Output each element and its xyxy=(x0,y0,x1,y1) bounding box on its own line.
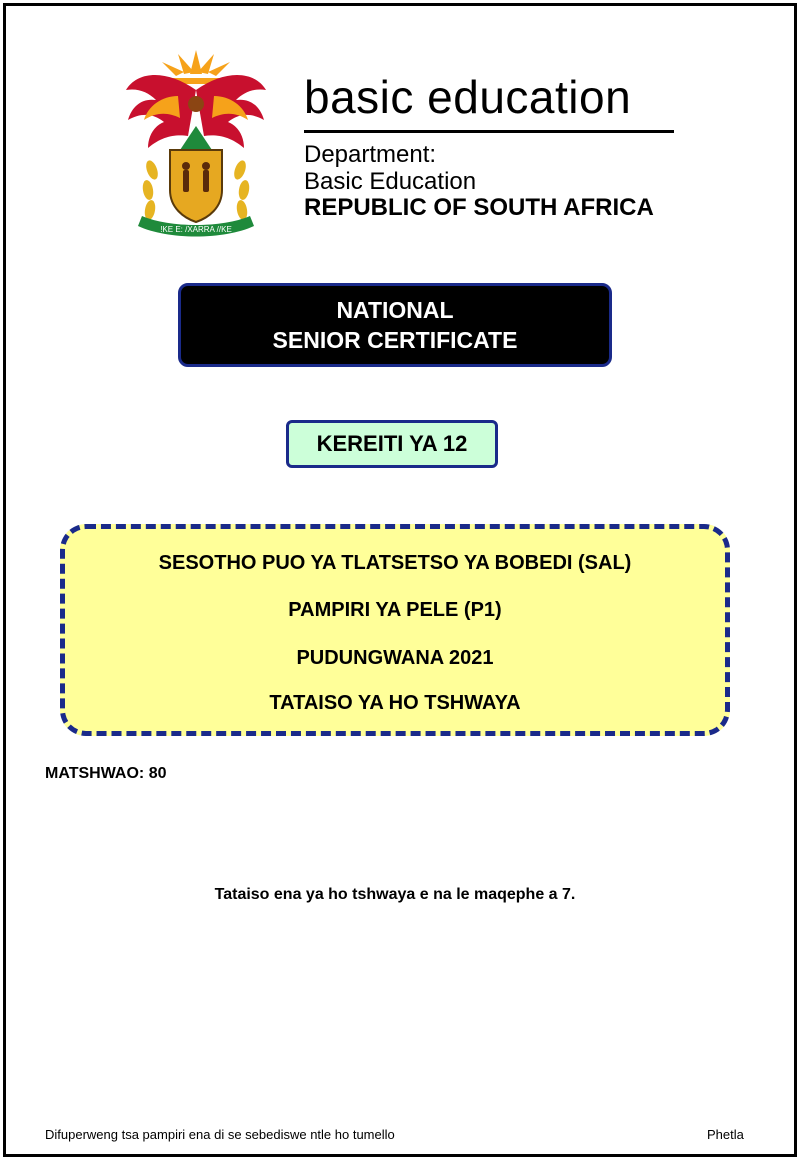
exam-session: PUDUNGWANA 2021 xyxy=(296,647,494,669)
paper-number: PAMPIRI YA PELE (P1) xyxy=(288,599,502,621)
country-name: REPUBLIC OF SOUTH AFRICA xyxy=(304,194,654,221)
brand-title: basic education xyxy=(304,71,632,123)
subject-panel xyxy=(60,524,730,736)
total-marks: MATSHWAO: 80 xyxy=(45,765,167,782)
subject-title: SESOTHO PUO YA TLATSETSO YA BOBEDI (SAL) xyxy=(158,552,632,574)
document-type: TATAISO YA HO TSHWAYA xyxy=(269,692,521,714)
grade-badge xyxy=(286,420,498,468)
coat-of-arms-logo xyxy=(118,40,274,240)
nsc-line-national: NATIONAL xyxy=(336,297,454,323)
nsc-line-senior-certificate: SENIOR CERTIFICATE xyxy=(272,327,518,353)
motto-text: !KE E: /XARRA //KE xyxy=(160,225,232,234)
nsc-banner xyxy=(178,283,612,367)
department-label: Department: xyxy=(304,141,437,168)
shield-icon xyxy=(170,150,222,222)
department-name: Basic Education xyxy=(304,168,477,195)
grade-label: KEREITI YA 12 xyxy=(316,431,468,456)
page-count-note: Tataiso ena ya ho tshwaya e na le maqephe a 7. xyxy=(214,886,576,903)
brand-divider xyxy=(304,130,674,133)
copyright-notice: Difuperweng tsa pampiri ena di se sebediswe ntle ho tumello xyxy=(45,1127,395,1142)
turn-over-label: Phetla xyxy=(707,1127,744,1142)
